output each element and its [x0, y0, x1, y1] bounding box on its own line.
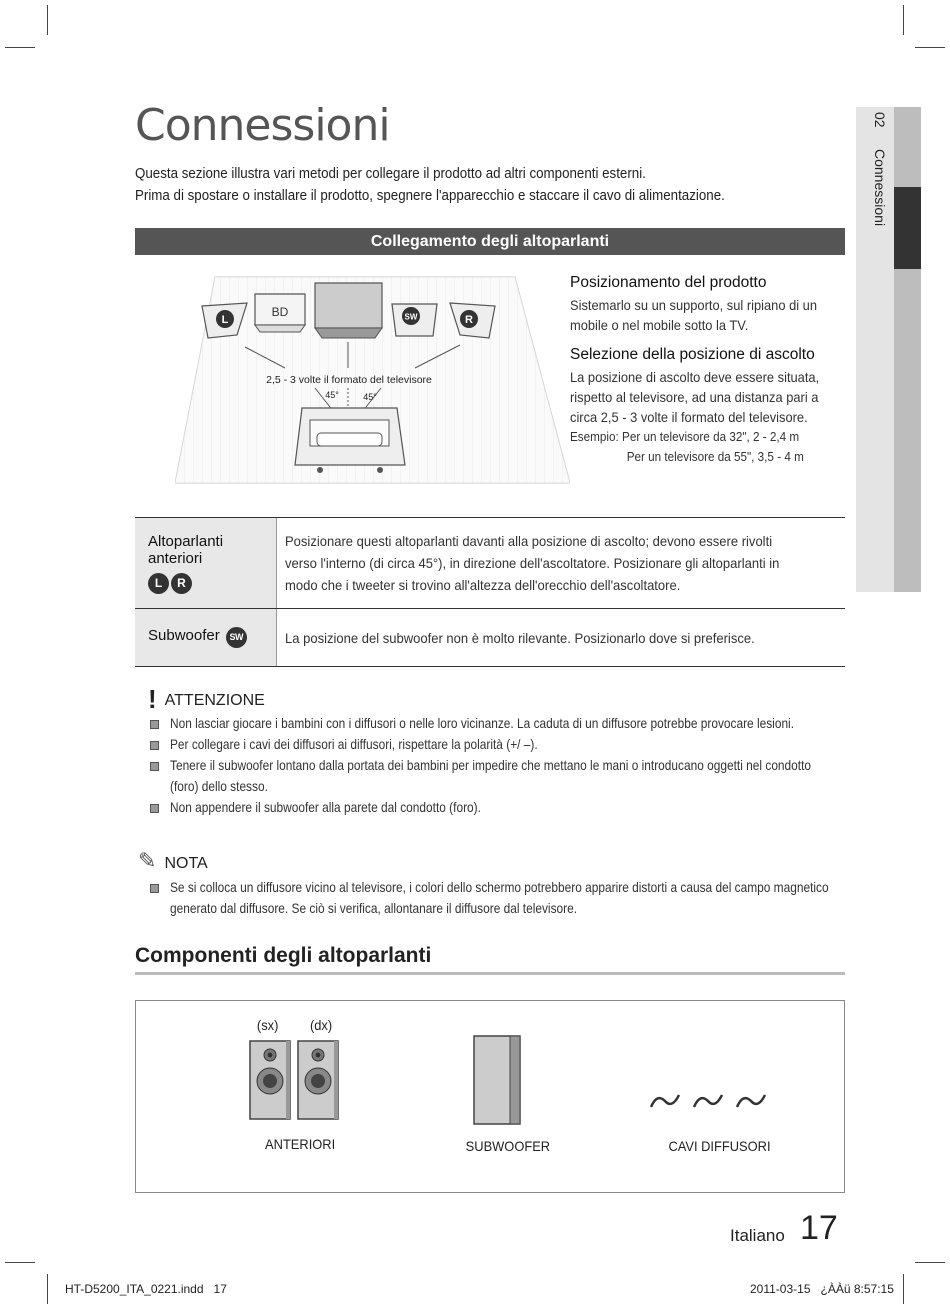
angle-left-label: 45° — [325, 390, 339, 400]
caution-list — [150, 713, 950, 818]
positioning-instructions — [570, 274, 845, 467]
subwoofer-label: SUBWOOFER — [465, 1138, 551, 1154]
diagram-label-l: L — [221, 314, 229, 326]
date-slug: 2011-03-15 ¿ÀÀü 8:57:15 — [750, 1282, 894, 1296]
speaker-name: Subwoofer — [148, 627, 220, 644]
distance-label: 2,5 - 3 volte il formato del televisore — [266, 374, 432, 386]
speaker-description: La posizione del subwoofer non è molto rilevante. Posizionarlo dove si preferisce. — [277, 609, 846, 667]
crop-mark — [903, 5, 904, 35]
example-32: Esempio: Per un televisore da 32", 2 - 2,4 m — [570, 429, 800, 444]
front-speakers-label: ANTERIORI — [265, 1136, 336, 1152]
speaker-name-cell — [135, 518, 277, 609]
caution-heading: ! ATTENZIONE — [148, 684, 265, 714]
crop-mark — [47, 1274, 48, 1304]
speaker-cables-icon — [648, 1089, 773, 1117]
list-item: Tenere il subwoofer lontano dalla portata dei bambini per impedire che mettano le mani o introducano oggetti nel condotto (foro) dello stesso. — [150, 755, 950, 797]
intro-text — [135, 163, 834, 207]
diagram-label-sw: SW — [404, 312, 418, 322]
speaker-name-cell — [135, 609, 277, 667]
table-row — [135, 609, 845, 667]
front-speakers-icon — [248, 1039, 343, 1121]
crop-mark — [915, 1262, 945, 1263]
listener-sofa — [295, 408, 405, 473]
file-slug: HT-D5200_ITA_0221.indd 17 — [65, 1282, 227, 1296]
crop-mark — [5, 47, 35, 48]
listening-text: La posizione di ascolto deve essere situata, rispetto al televisore, ad una distanza pari a circa 2,5 - 3 volte il formato del televisore. — [570, 369, 820, 425]
footer-language: Italiano — [730, 1226, 785, 1245]
positioning-heading: Posizionamento del prodotto — [570, 274, 767, 291]
positioning-text: Sistemarlo su un supporto, sul ripiano di un mobile o nel mobile sotto la TV. — [570, 297, 818, 333]
warning-icon: ! — [148, 684, 157, 714]
components-box — [135, 1000, 845, 1193]
chapter-label — [858, 112, 888, 252]
crop-mark — [5, 1262, 35, 1263]
page-title: Connessioni — [135, 100, 390, 151]
diagram-label-bd: BD — [271, 305, 289, 319]
crop-mark — [47, 5, 48, 35]
angle-right-label: 45° — [363, 392, 377, 402]
speaker-placement-diagram — [175, 270, 570, 485]
note-list — [150, 877, 950, 919]
chapter-marker — [894, 187, 921, 269]
listening-heading: Selezione della posizione di ascolto — [570, 346, 815, 363]
front-left-tag: (sx) — [256, 1017, 279, 1033]
speaker-name: Altoparlanti anteriori — [148, 532, 224, 567]
chapter-number: 02 — [872, 112, 888, 128]
badge-l: L — [148, 573, 169, 594]
components-heading: Componenti degli altoparlanti — [135, 944, 845, 975]
intro-line: Prima di spostare o installare il prodotto, spegnere l'apparecchio e staccare il cavo di alimentazione. — [135, 188, 725, 204]
speaker-description: Posizionare questi altoparlanti davanti alla posizione di ascolto; devono essere rivolti verso l'interno (di circa 45°), in direzione dell'ascoltatore. Posizionare gli altoparlanti in modo che i tweeter si trovino all'altezza dell'orecchio dell'ascoltatore. — [277, 518, 846, 609]
section-heading: Collegamento degli altoparlanti — [135, 228, 845, 255]
speaker-table — [135, 517, 845, 667]
list-item: Non lasciar giocare i bambini con i diffusori o nelle loro vicinanze. La caduta di un diffusore potrebbe provocare lesioni. — [150, 713, 950, 734]
note-heading: ✎ NOTA — [138, 848, 208, 873]
intro-line: Questa sezione illustra vari metodi per collegare il prodotto ad altri componenti esterni. — [135, 166, 646, 182]
table-row — [135, 518, 845, 609]
pencil-icon: ✎ — [138, 848, 157, 873]
crop-mark — [903, 1274, 904, 1304]
page-number: 17 — [800, 1209, 838, 1247]
example-55: Per un televisore da 55", 3,5 - 4 m — [626, 449, 804, 464]
list-item: Per collegare i cavi dei diffusori ai diffusori, rispettare la polarità (+/ –). — [150, 734, 950, 755]
badge-sw: SW — [226, 627, 247, 648]
chapter-name: Connessioni — [872, 149, 888, 227]
crop-mark — [915, 47, 945, 48]
list-item: Se si colloca un diffusore vicino al televisore, i colori dello schermo potrebbero apparire distorti a causa del campo magnetico generato dal diffusore. Se ciò si verifica, allontanare il diffusore dal televisore. — [150, 877, 950, 919]
diagram-label-r: R — [465, 314, 473, 326]
tv-set — [315, 283, 382, 338]
list-item: Non appendere il subwoofer alla parete dal condotto (foro). — [150, 797, 950, 818]
subwoofer-icon — [472, 1034, 524, 1126]
badge-r: R — [171, 573, 192, 594]
front-right-tag: (dx) — [309, 1017, 333, 1033]
cables-label: CAVI DIFFUSORI — [668, 1138, 771, 1154]
